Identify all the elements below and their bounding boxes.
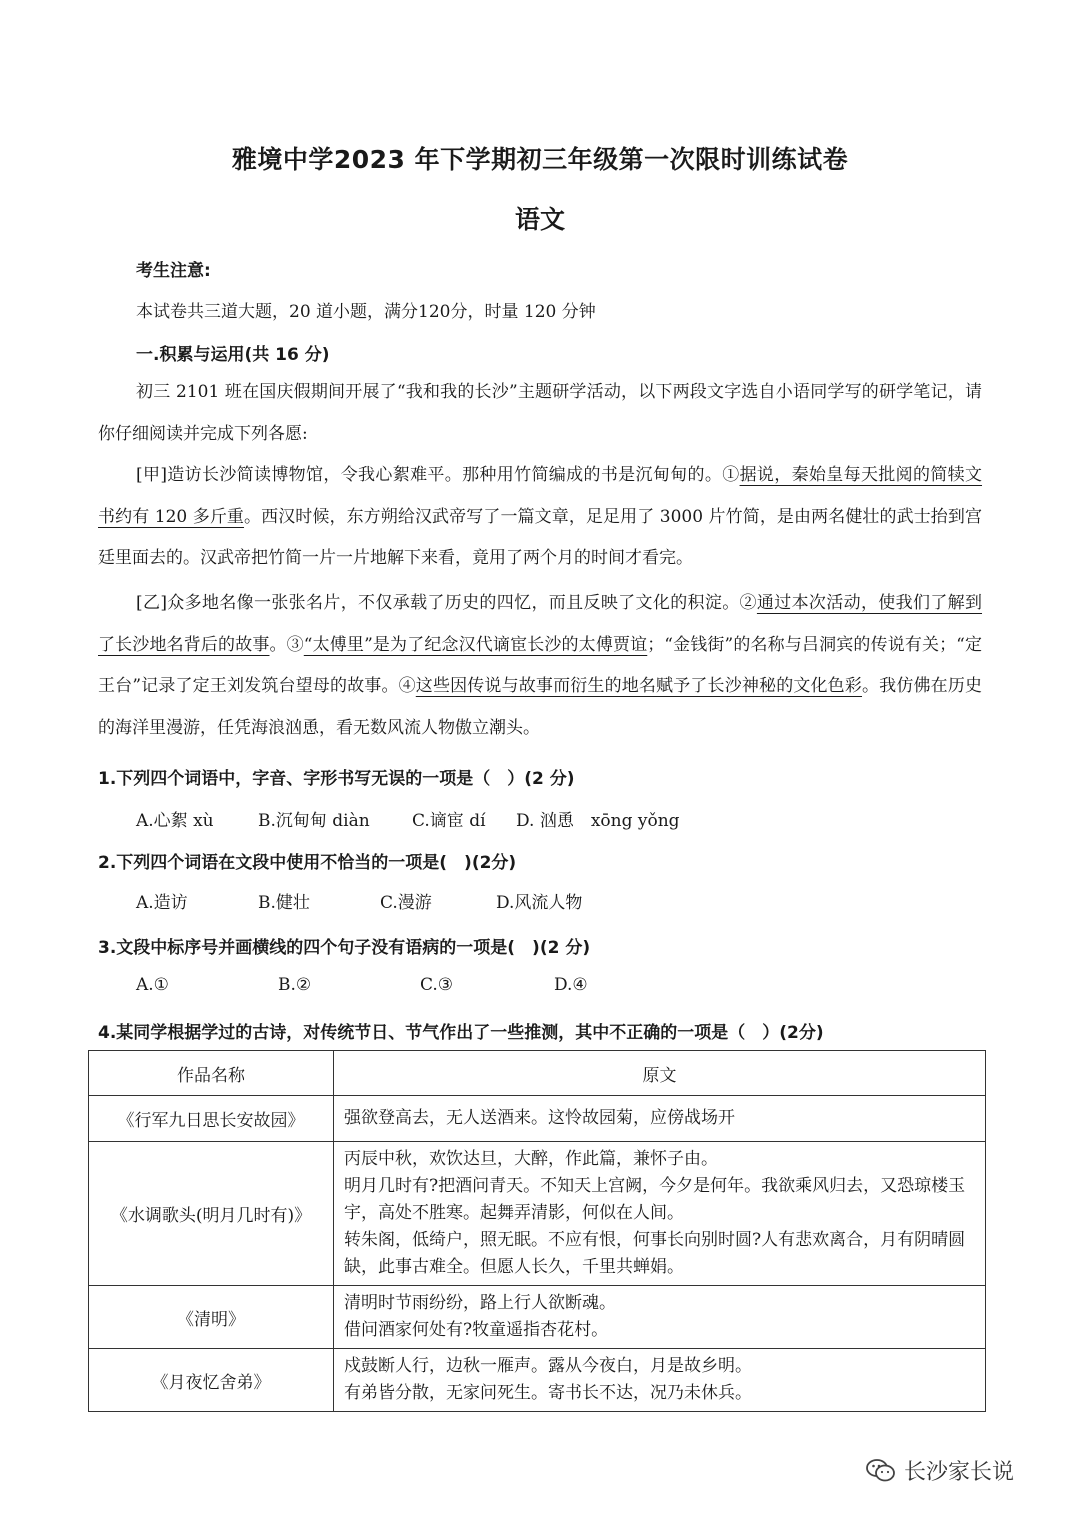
header-text: 原文 xyxy=(334,1051,986,1096)
table-row xyxy=(89,1349,986,1412)
poem-text xyxy=(334,1096,986,1142)
q1-option-d: D. 汹恿 xōng yǒng xyxy=(516,811,680,831)
passage-yi-part3: ；“金钱街”的名称与吕洞宾的传说有关；“定王台”记录了定王刘发筑台望母的故事。④ xyxy=(98,634,982,696)
exam-subject: 语文 xyxy=(514,205,565,234)
poem-title: 《水调歌头(明月几时有)》 xyxy=(89,1142,334,1286)
wechat-icon xyxy=(866,1458,896,1484)
section1-intro: 初三 2101 班在国庆假期间开展了“我和我的长沙”主题研学活动，以下两段文字选自小语同学写的研学笔记，请你仔细阅读并完成下列各愿: xyxy=(98,382,982,444)
exam-title: 雅境中学2023 年下学期初三年级第一次限时训练试卷 xyxy=(231,145,849,174)
q1-option-c: C.谪宦 dí xyxy=(412,811,486,831)
q3-option-d: D.④ xyxy=(554,975,588,995)
poem-line: 明月几时有?把酒问青天。不知天上宫阙，今夕是何年。我欲乘风归去，又恐琼楼玉宇，高处不胜寒。起舞弄清影，何似在人间。 xyxy=(344,1176,966,1223)
q2-option-d: D.风流人物 xyxy=(496,893,583,913)
poem-text xyxy=(334,1142,986,1286)
watermark-text: 长沙家长说 xyxy=(904,1460,1015,1485)
passage-jia-part1: [甲]造访长沙简读博物馆，令我心絮难平。那种用竹简编成的书是沉甸甸的。① xyxy=(136,465,740,485)
poem-line: 强欲登高去，无人送酒来。这怜故园菊，应傍战场开 xyxy=(344,1108,735,1128)
poem-line: 丙辰中秋，欢饮达旦，大醉，作此篇，兼怀子由。 xyxy=(344,1149,718,1169)
passage-yi-part4: 。我仿佛在历史的海洋里漫游，任凭海浪汹恿，看无数风流人物傲立潮头。 xyxy=(98,676,982,738)
question-4-stem: 4.某同学根据学过的古诗，对传统节日、节气作出了一些推测，其中不正确的一项是（ ）(2分) xyxy=(98,1023,824,1043)
notice-text: 本试卷共三道大题，20 道小题，满分120分，时量 120 分钟 xyxy=(136,302,596,322)
table-row xyxy=(89,1142,986,1286)
table-row xyxy=(89,1286,986,1349)
poem-text xyxy=(334,1286,986,1349)
question-1-stem: 1.下列四个词语中，字音、字形书写无误的一项是（ ）(2 分) xyxy=(98,769,575,789)
header-title: 作品名称 xyxy=(89,1051,334,1096)
poem-line: 借问酒家何处有?牧童遥指杏花村。 xyxy=(344,1320,609,1340)
q1-option-b: B.沉甸甸 diàn xyxy=(258,811,370,831)
passage-jia xyxy=(98,455,982,580)
poem-title: 《行军九日思长安故园》 xyxy=(89,1096,334,1142)
q3-option-a: A.① xyxy=(136,975,169,995)
poem-table-header-row xyxy=(89,1051,986,1096)
passage-yi-part1: [乙]众多地名像一张张名片，不仅承载了历史的四忆，而且反映了文化的积淀。② xyxy=(136,593,757,613)
table-row xyxy=(89,1096,986,1142)
poem-table xyxy=(88,1050,986,1412)
passage-jia-part2: 。西汉时候，东方朔给汉武帝写了一篇文章，足足用了 3000 片竹简，是由两名健壮的武士抬到宫廷里面去的。汉武帝把竹简一片一片地解下来看，竟用了两个月的时间才看完。 xyxy=(98,506,982,568)
q1-option-a: A.心絮 xù xyxy=(136,811,214,831)
poem-text xyxy=(334,1349,986,1412)
poem-line: 有弟皆分散，无家问死生。寄书长不达，况乃未休兵。 xyxy=(344,1383,752,1403)
poem-line: 转朱阁，低绮户，照无眠。不应有恨，何事长向别时圆?人有悲欢离合，月有阴晴圆缺，此事古难全。但愿人长久，千里共蝉娟。 xyxy=(344,1230,966,1277)
passage-yi-part2: 。③ xyxy=(269,634,304,655)
question-3-stem: 3.文段中标序号并画横线的四个句子没有语病的一项是( )(2 分) xyxy=(98,938,591,958)
question-2-stem: 2.下列四个词语在文段中使用不恰当的一项是( )(2分) xyxy=(98,853,517,873)
sentence-3: “太傅里”是为了纪念汉代谪宦长沙的太傅贾谊 xyxy=(303,634,648,655)
sentence-2: 通过本次活动，使我们了解到了长沙地名背后的故事 xyxy=(98,593,983,655)
poem-line: 清明时节雨纷纷，路上行人欲断魂。 xyxy=(344,1293,616,1313)
q3-option-b: B.② xyxy=(278,975,312,995)
section1-heading: 一.积累与运用(共 16 分) xyxy=(136,345,330,365)
q3-option-c: C.③ xyxy=(420,975,454,995)
notice-label: 考生注意: xyxy=(136,261,211,281)
poem-line: 戍鼓断人行，边秋一雁声。露从今夜白，月是故乡明。 xyxy=(344,1356,752,1376)
q2-option-a: A.造访 xyxy=(136,893,188,913)
q2-option-b: B.健壮 xyxy=(258,893,310,913)
sentence-1: 据说，秦始皇每天批阅的简犊文书约有 120 多斤重 xyxy=(98,465,983,527)
watermark xyxy=(866,1455,1014,1486)
passage-yi xyxy=(98,583,982,749)
poem-title: 《月夜忆舍弟》 xyxy=(89,1349,334,1412)
q2-option-c: C.漫游 xyxy=(380,893,432,913)
sentence-4: 这些因传说与故事而衍生的地名赋予了长沙神秘的文化色彩 xyxy=(415,676,863,696)
poem-title: 《清明》 xyxy=(89,1286,334,1349)
